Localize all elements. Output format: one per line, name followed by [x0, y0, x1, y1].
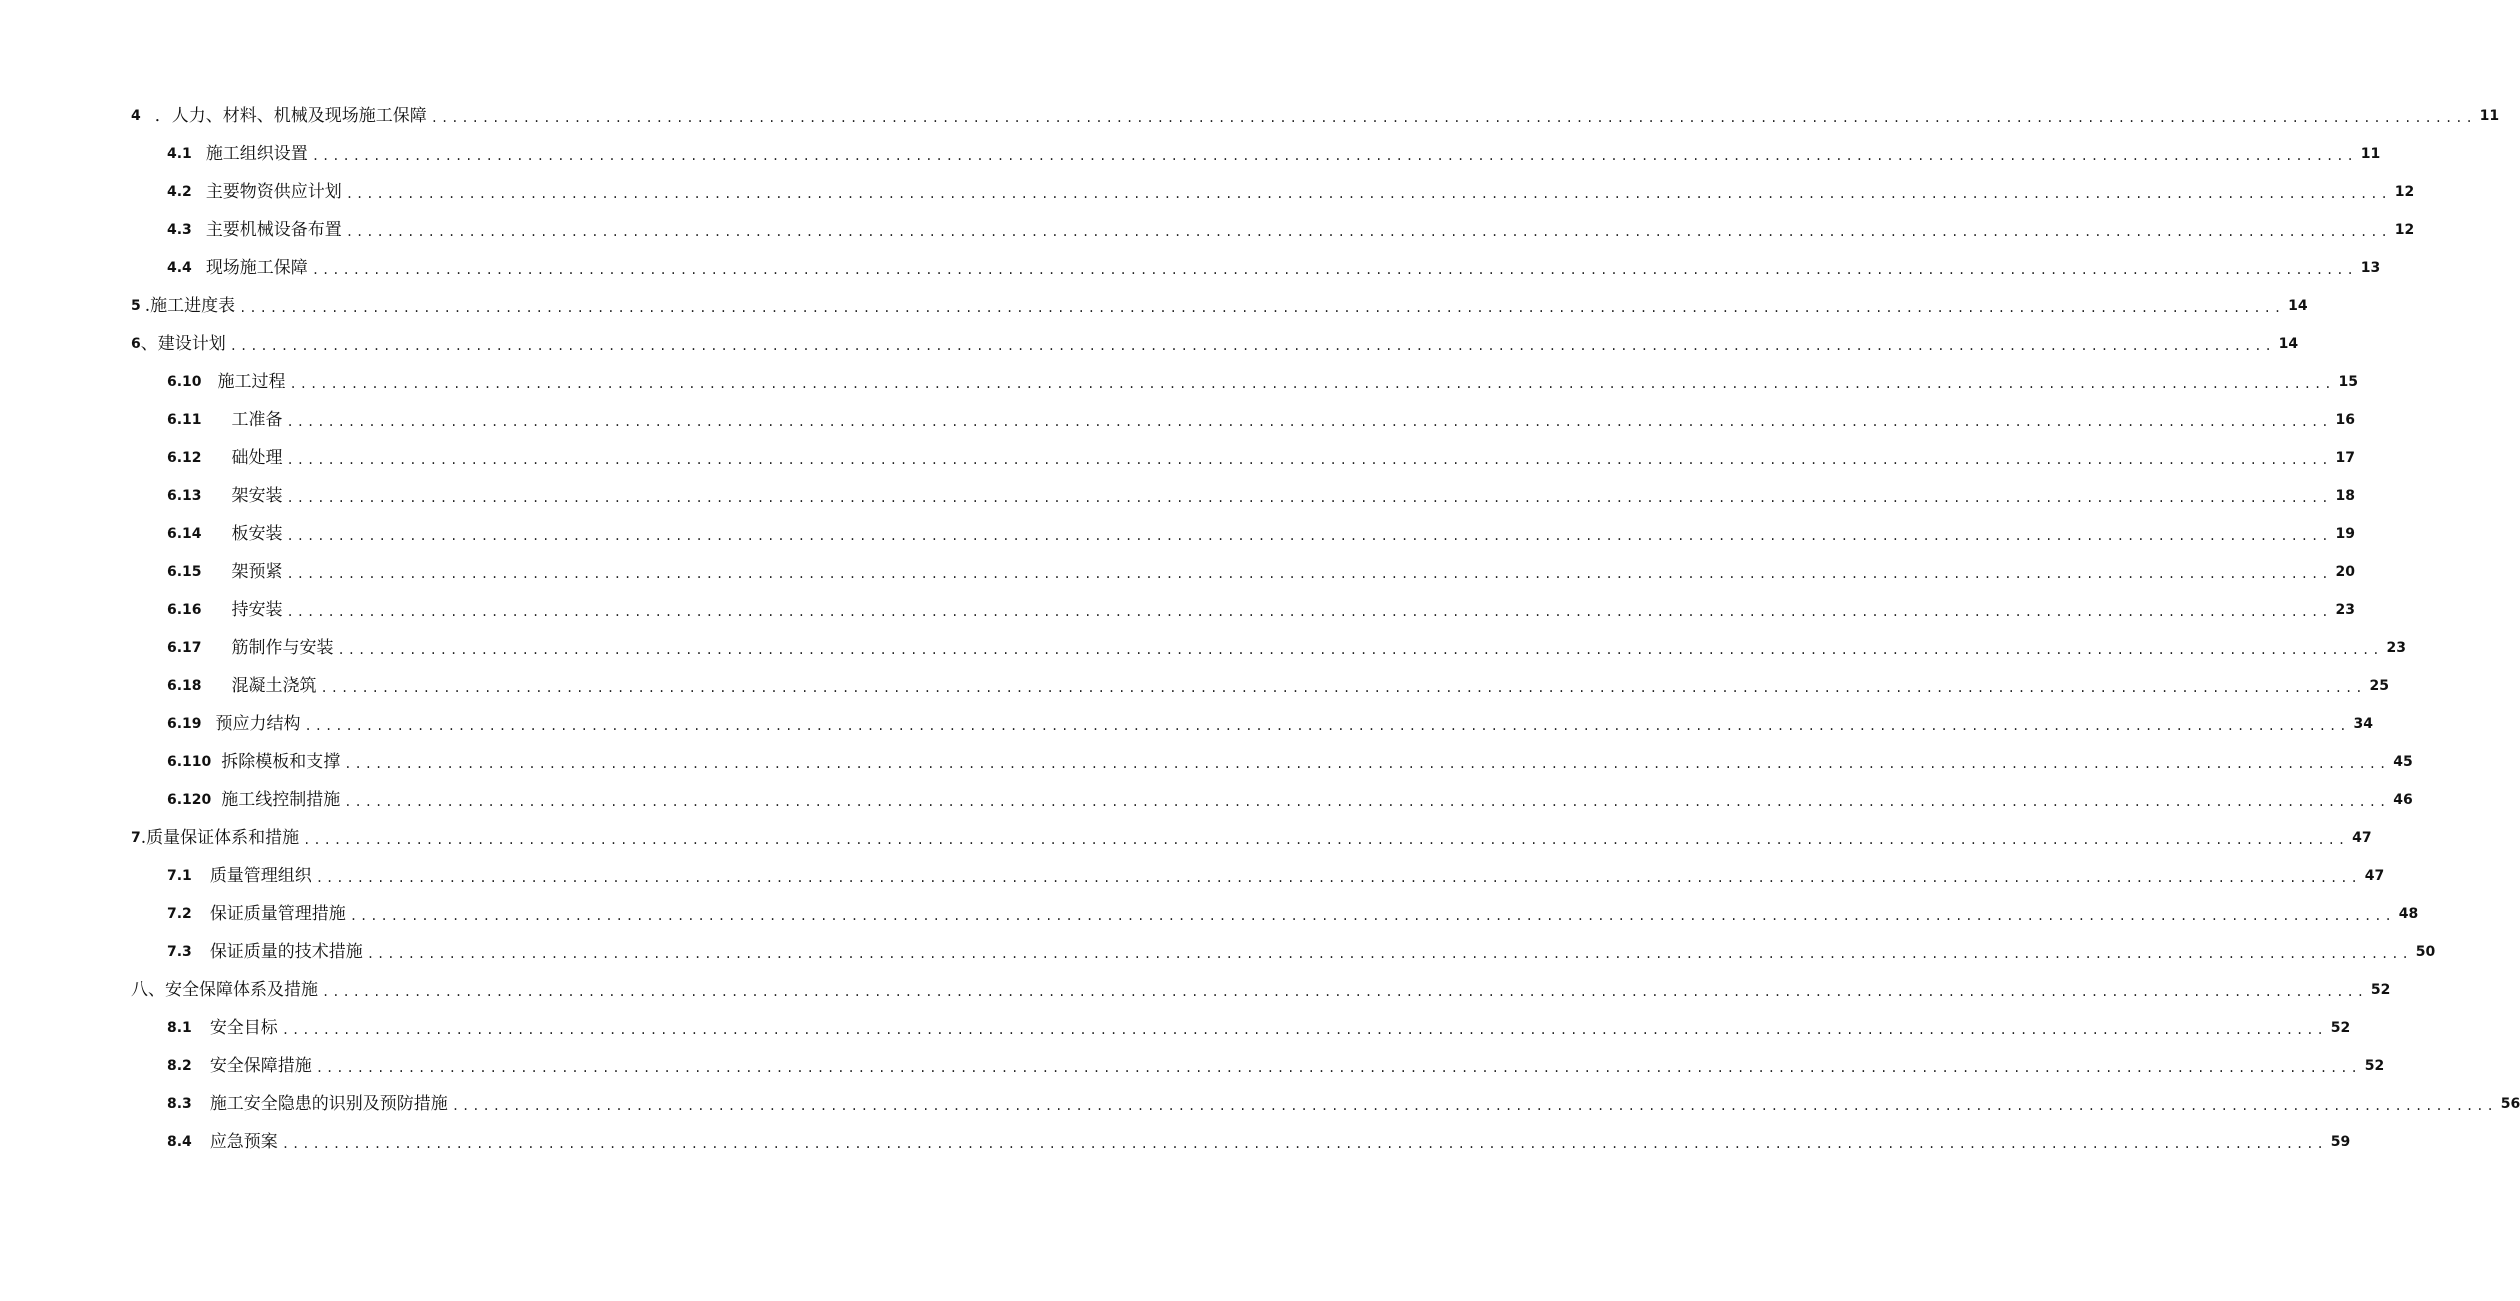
toc-entry-page-number: 56 — [2500, 1096, 2520, 1112]
toc-entry[interactable] — [0, 363, 2358, 401]
toc-entry-number: 6.16 — [167, 602, 202, 618]
toc-entry-number: 4.4 — [167, 260, 192, 276]
toc-entry-title: 安全保障措施 — [209, 1056, 312, 1076]
dot-leader: ........................................................................................................................................................................................................ — [311, 263, 2357, 277]
toc-entry-page-number: 47 — [2352, 830, 2372, 846]
toc-entry-title: 础处理 — [231, 448, 283, 468]
toc-entry-page-number: 23 — [2335, 602, 2355, 618]
dot-leader: ........................................................................................................................................................................................................ — [349, 909, 2395, 923]
toc-entry-page-number: 48 — [2398, 906, 2419, 922]
toc-entry-title: 筋制作与安装 — [231, 638, 334, 658]
toc-entry[interactable] — [0, 629, 2406, 667]
toc-entry[interactable] — [0, 249, 2381, 287]
toc-entry[interactable] — [0, 477, 2355, 515]
toc-entry[interactable] — [0, 819, 2372, 857]
toc-entry[interactable] — [0, 135, 2381, 173]
toc-entry-number: 4.1 — [167, 146, 192, 162]
toc-entry[interactable] — [0, 97, 2500, 135]
toc-entry[interactable] — [0, 211, 2415, 249]
toc-entry-title: 架预紧 — [231, 562, 283, 582]
toc-entry-number: 6.19 — [167, 716, 202, 732]
toc-entry-number: 4.3 — [167, 222, 192, 238]
toc-entry-page-number: 11 — [2360, 146, 2381, 162]
toc-entry[interactable] — [0, 1047, 2385, 1085]
dot-leader: ........................................................................................................................................................................................................ — [337, 643, 2383, 657]
dot-leader: ........................................................................................................................................................................................................ — [315, 1061, 2361, 1075]
toc-entry-number: 6.14 — [167, 526, 202, 542]
toc-entry-number: 8.3 — [167, 1096, 192, 1112]
toc-entry-number: 4 — [131, 108, 141, 124]
dot-leader: ........................................................................................................................................................................................................ — [320, 681, 2366, 695]
toc-entry-number: 5 — [131, 298, 141, 314]
toc-entry-number: 6.11 — [167, 412, 202, 428]
toc-entry-title: 保证质量管理措施 — [209, 904, 346, 924]
toc-entry-page-number: 50 — [2415, 944, 2436, 960]
dot-leader: ........................................................................................................................................................................................................ — [286, 567, 2332, 581]
toc-entry-page-number: 46 — [2393, 792, 2413, 808]
toc-entry-title: 施工线控制措施 — [221, 790, 341, 810]
toc-entry-page-number: 20 — [2335, 564, 2355, 580]
toc-entry-page-number: 11 — [2479, 108, 2500, 124]
dot-leader: ........................................................................................................................................................................................................ — [366, 947, 2412, 961]
toc-entry-page-number: 19 — [2335, 526, 2355, 542]
toc-entry[interactable] — [0, 401, 2355, 439]
toc-entry-page-number: 12 — [2394, 222, 2415, 238]
toc-entry-title: 主要机械设备布置 — [205, 220, 342, 240]
toc-entry-title: .施工进度表 — [144, 296, 236, 316]
dot-leader: ........................................................................................................................................................................................................ — [430, 111, 2476, 125]
toc-entry-number: 7.3 — [167, 944, 192, 960]
toc-entry-number: 8.2 — [167, 1058, 192, 1074]
toc-entry[interactable] — [0, 515, 2355, 553]
dot-leader: ........................................................................................................................................................................................................ — [322, 985, 2367, 999]
dot-leader: ........................................................................................................................................................................................................ — [303, 833, 2349, 847]
toc-entry[interactable] — [0, 173, 2415, 211]
toc-entry-number: 6.110 — [167, 754, 212, 770]
toc-entry-title: 预应力结构 — [215, 714, 301, 734]
toc-entry-number: 6.12 — [167, 450, 202, 466]
toc-entry[interactable] — [0, 857, 2385, 895]
toc-entry[interactable] — [0, 1085, 2520, 1123]
toc-entry[interactable] — [0, 971, 2391, 1009]
toc-entry[interactable] — [0, 553, 2355, 591]
toc-entry-title: 板安装 — [231, 524, 283, 544]
dot-leader: ........................................................................................................................................................................................................ — [345, 187, 2391, 201]
toc-entry-page-number: 52 — [2370, 982, 2391, 998]
toc-entry-title: 施工组织设置 — [205, 144, 308, 164]
toc-entry-page-number: 45 — [2393, 754, 2413, 770]
toc-entry[interactable] — [0, 667, 2389, 705]
toc-entry-title: 持安装 — [231, 600, 283, 620]
dot-leader: ........................................................................................................................................................................................................ — [286, 529, 2332, 543]
toc-entry-number: 6.10 — [167, 374, 202, 390]
dot-leader: ........................................................................................................................................................................................................ — [286, 453, 2332, 467]
toc-entry[interactable] — [0, 705, 2373, 743]
toc-entry[interactable] — [0, 1123, 2351, 1161]
toc-entry-title: 质量管理组织 — [209, 866, 312, 886]
dot-leader: ........................................................................................................................................................................................................ — [239, 301, 2285, 315]
dot-leader: ........................................................................................................................................................................................................ — [281, 1023, 2327, 1037]
toc-entry-number: 4.2 — [167, 184, 192, 200]
toc-entry-page-number: 14 — [2278, 336, 2299, 352]
toc-entry-title: .质量保证体系和措施 — [140, 828, 300, 848]
toc-entry-number: 6.17 — [167, 640, 202, 656]
toc-entry-number: 6.18 — [167, 678, 202, 694]
toc-entry-number: 8.1 — [167, 1020, 192, 1036]
toc-entry-page-number: 17 — [2335, 450, 2355, 466]
toc-entry[interactable] — [0, 743, 2413, 781]
toc-entry-number: 7.1 — [167, 868, 192, 884]
toc-entry-title: 拆除模板和支撑 — [221, 752, 341, 772]
toc-entry-number: 6 — [131, 336, 141, 352]
toc-entry[interactable] — [0, 933, 2436, 971]
toc-entry[interactable] — [0, 439, 2355, 477]
dot-leader: ........................................................................................................................................................................................................ — [289, 377, 2335, 391]
toc-entry-number: 7.2 — [167, 906, 192, 922]
dot-leader: ........................................................................................................................................................................................................ — [286, 605, 2332, 619]
toc-entry-page-number: 12 — [2394, 184, 2415, 200]
dot-leader: ........................................................................................................................................................................................................ — [281, 1137, 2327, 1151]
toc-entry[interactable] — [0, 325, 2299, 363]
toc-entry-page-number: 14 — [2288, 298, 2308, 314]
toc-entry-number: 7 — [131, 830, 141, 846]
toc-entry-title: 施工安全隐患的识别及预防措施 — [209, 1094, 448, 1114]
toc-entry-number: 6.13 — [167, 488, 202, 504]
toc-entry-page-number: 52 — [2330, 1020, 2351, 1036]
toc-entry-title: 工准备 — [231, 410, 283, 430]
dot-leader: ........................................................................................................................................................................................................ — [229, 339, 2275, 353]
toc-entry-page-number: 23 — [2386, 640, 2406, 656]
toc-entry-title: 主要物资供应计划 — [205, 182, 342, 202]
toc-entry-number: 6.120 — [167, 792, 212, 808]
toc-entry-page-number: 18 — [2335, 488, 2355, 504]
toc-entry-page-number: 13 — [2360, 260, 2381, 276]
toc-entry-number: 6.15 — [167, 564, 202, 580]
toc-entry-title: 施工过程 — [217, 372, 286, 392]
toc-entry-title: 安全目标 — [209, 1018, 278, 1038]
toc-entry[interactable] — [0, 781, 2413, 819]
toc-entry-title: 、建设计划 — [140, 334, 226, 354]
toc-entry-page-number: 47 — [2364, 868, 2385, 884]
toc-entry-title: ．人力、材料、机械及现场施工保障 — [154, 106, 427, 126]
table-of-contents — [0, 97, 2520, 1161]
dot-leader: ........................................................................................................................................................................................................ — [344, 757, 2390, 771]
toc-entry-page-number: 15 — [2338, 374, 2358, 390]
toc-entry[interactable] — [0, 287, 2308, 325]
dot-leader: ........................................................................................................................................................................................................ — [345, 225, 2391, 239]
toc-entry-title: 现场施工保障 — [205, 258, 308, 278]
toc-entry-title: 混凝土浇筑 — [231, 676, 317, 696]
toc-entry[interactable] — [0, 591, 2355, 629]
toc-entry-page-number: 34 — [2353, 716, 2373, 732]
toc-entry-number: 8.4 — [167, 1134, 192, 1150]
toc-entry-title: 架安装 — [231, 486, 283, 506]
toc-entry-title: 八、安全保障体系及措施 — [131, 980, 318, 1000]
dot-leader: ........................................................................................................................................................................................................ — [286, 491, 2332, 505]
dot-leader: ........................................................................................................................................................................................................ — [304, 719, 2350, 733]
toc-entry-page-number: 52 — [2364, 1058, 2385, 1074]
dot-leader: ........................................................................................................................................................................................................ — [344, 795, 2390, 809]
dot-leader: ........................................................................................................................................................................................................ — [286, 415, 2332, 429]
toc-entry-title: 应急预案 — [209, 1132, 278, 1152]
toc-entry-page-number: 59 — [2330, 1134, 2351, 1150]
dot-leader: ........................................................................................................................................................................................................ — [311, 149, 2357, 163]
toc-entry-page-number: 25 — [2369, 678, 2389, 694]
toc-entry[interactable] — [0, 895, 2419, 933]
toc-entry-page-number: 16 — [2335, 412, 2355, 428]
dot-leader: ........................................................................................................................................................................................................ — [451, 1099, 2497, 1113]
toc-entry[interactable] — [0, 1009, 2351, 1047]
dot-leader: ........................................................................................................................................................................................................ — [315, 871, 2361, 885]
toc-entry-title: 保证质量的技术措施 — [209, 942, 363, 962]
